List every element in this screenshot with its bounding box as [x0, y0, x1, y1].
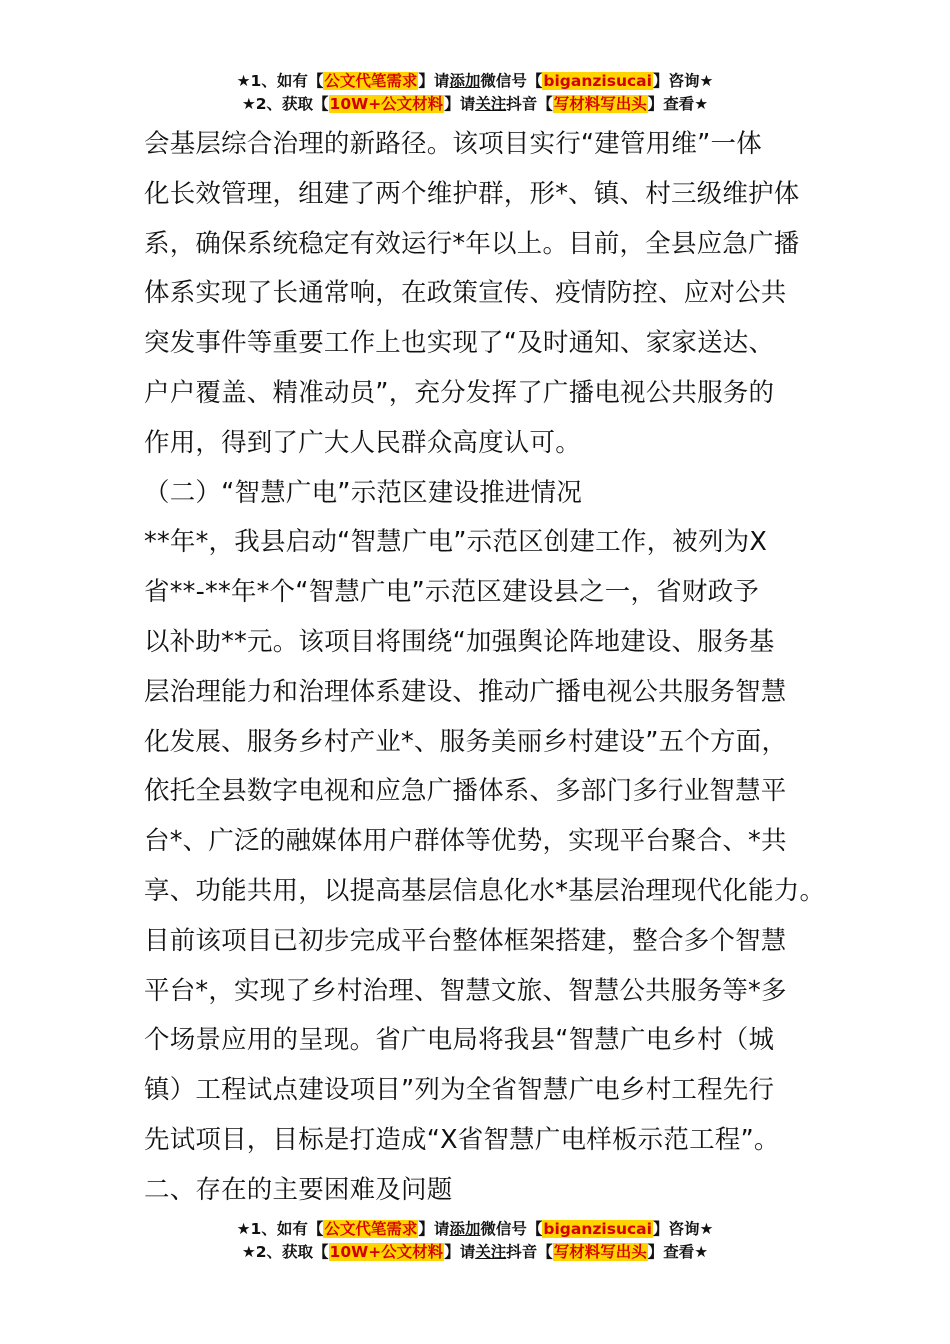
highlight-materials: 10W+公文材料: [329, 95, 444, 113]
promo-emphasis: 关注: [475, 95, 507, 113]
highlight-douyin-account: 写材料写出头: [553, 95, 647, 113]
promo-emphasis: 关注: [475, 1243, 507, 1261]
highlight-douyin-account: 写材料写出头: [553, 1243, 647, 1261]
promo-text: 】咨询★: [652, 72, 714, 90]
promo-text: 】查看★: [647, 95, 709, 113]
promo-emphasis: 添加: [449, 72, 481, 90]
promo-text: 微信号【: [480, 72, 543, 90]
highlight-wechat-id: biganzisucai: [543, 72, 652, 90]
body-line: 先试项目，目标是打造成“X省智慧广电样板示范工程”。: [144, 1124, 780, 1155]
body-line: 镇）工程试点建设项目”列为全省智慧广电乡村工程先行: [144, 1075, 775, 1106]
body-line: 化发展、服务乡村产业*、服务美丽乡村建设”五个方面，: [144, 726, 788, 757]
body-line: 会基层综合治理的新路径。该项目实行“建管用维”一体: [144, 129, 762, 159]
promo-text: 】咨询★: [652, 1220, 714, 1238]
promo-text: 】请: [444, 95, 476, 113]
body-line: 户户覆盖、精准动员”，充分发挥了广播电视公共服务的: [144, 377, 775, 408]
promo-emphasis: 添加: [449, 1220, 481, 1238]
highlight-materials: 10W+公文材料: [329, 1243, 444, 1261]
promo-text: 】请: [418, 1220, 450, 1238]
body-line: 平台*，实现了乡村治理、智慧文旅、智慧公共服务等*多: [144, 975, 787, 1006]
promo-text: ★1、如有【: [236, 1220, 324, 1238]
body-line: 化长效管理，组建了两个维护群，形*、镇、村三级维护体: [144, 178, 800, 209]
body-line: **年*，我县启动“智慧广电”示范区创建工作，被列为X: [144, 527, 768, 558]
document-body: [144, 120, 844, 1216]
promo-text: ★1、如有【: [236, 72, 324, 90]
body-line: 省**-**年*个“智慧广电”示范区建设县之一，省财政予: [144, 577, 759, 608]
promo-line-2: [0, 93, 950, 116]
body-line: 个场景应用的呈现。省广电局将我县“智慧广电乡村（城: [144, 1025, 775, 1056]
top-promo-banner: [0, 70, 950, 116]
promo-line-2: [0, 1241, 950, 1264]
body-line: 作用，得到了广大人民群众高度认可。: [144, 427, 581, 458]
promo-text: 】请: [444, 1243, 476, 1261]
body-line: 依托全县数字电视和应急广播体系、多部门多行业智慧平: [144, 776, 787, 807]
promo-text: ★2、获取【: [241, 1243, 329, 1261]
highlight-wechat-id: biganzisucai: [543, 1220, 652, 1238]
section-heading: （二）“智慧广电”示范区建设推进情况: [144, 477, 583, 508]
promo-text: 】查看★: [647, 1243, 709, 1261]
promo-text: 抖音【: [506, 95, 553, 113]
highlight-service: 公文代笔需求: [324, 1220, 418, 1238]
section-heading: 二、存在的主要困难及问题: [144, 1174, 453, 1205]
body-line: 系，确保系统稳定有效运行*年以上。目前，全县应急广播: [144, 228, 800, 259]
body-line: 体系实现了长通常响，在政策宣传、疫情防控、应对公共: [144, 278, 787, 309]
body-line: 以补助**元。该项目将围绕“加强舆论阵地建设、服务基: [144, 626, 775, 657]
promo-text: 】请: [418, 72, 450, 90]
body-line: 台*、广泛的融媒体用户群体等优势，实现平台聚合、*共: [144, 826, 787, 857]
body-line: 目前该项目已初步完成平台整体框架搭建，整合多个智慧: [144, 925, 787, 956]
bottom-promo-banner: [0, 1218, 950, 1264]
promo-text: ★2、获取【: [241, 95, 329, 113]
promo-line-1: [0, 1218, 950, 1241]
body-line: 享、功能共用，以提高基层信息化水*基层治理现代化能力。: [144, 875, 826, 906]
highlight-service: 公文代笔需求: [324, 72, 418, 90]
promo-line-1: [0, 70, 950, 93]
promo-text: 微信号【: [480, 1220, 543, 1238]
body-line: 层治理能力和治理体系建设、推动广播电视公共服务智慧: [144, 676, 787, 707]
promo-text: 抖音【: [506, 1243, 553, 1261]
body-line: 突发事件等重要工作上也实现了“及时通知、家家送达、: [144, 328, 775, 359]
